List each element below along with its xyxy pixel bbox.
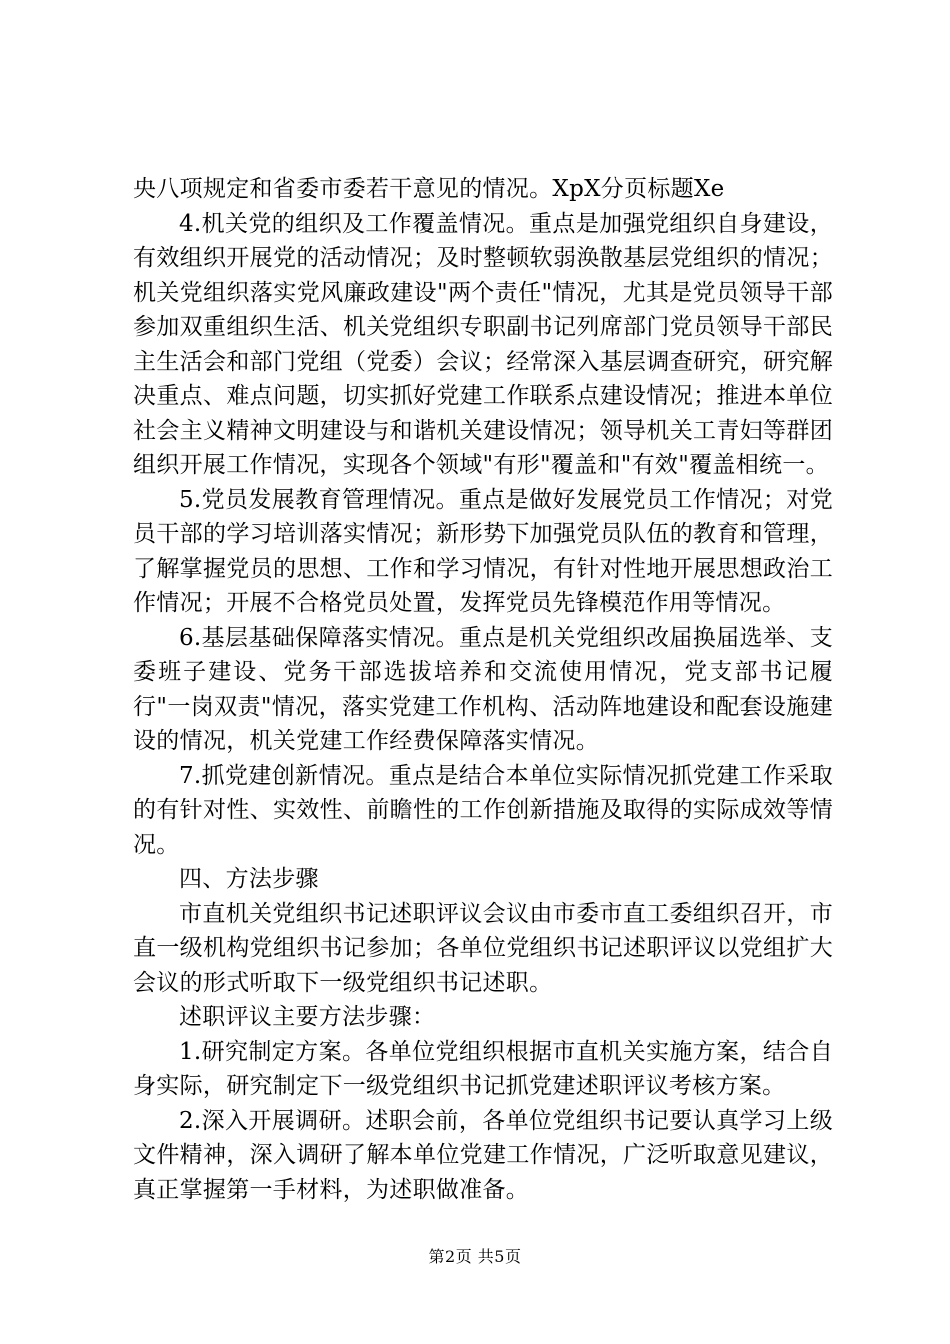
paragraph-item-6: 6.基层基础保障落实情况。重点是机关党组织改届换届选举、支委班子建设、党务干部选拔培养和交流使用情况，党支部书记履行"一岗双责"情况，落实党建工作机构、活动阵地建设和配套设施建设的情况，机关党建工作经费保障落实情况。 [133, 624, 833, 754]
paragraph-item-7: 7.抓党建创新情况。重点是结合本单位实际情况抓党建工作采取的有针对性、实效性、前瞻性的工作创新措施及取得的实际成效等情况。 [133, 762, 833, 858]
paragraph-steps-intro: 述职评议主要方法步骤： [179, 1004, 436, 1030]
paragraph-item-5: 5.党员发展教育管理情况。重点是做好发展党员工作情况；对党员干部的学习培训落实情况；新形势下加强党员队伍的教育和管理，了解掌握党员的思想、工作和学习情况，有针对性地开展思想政治工作情况；开展不合格党员处置，发挥党员先锋模范作用等情况。 [133, 486, 833, 616]
paragraph-item-4: 4.机关党的组织及工作覆盖情况。重点是加强党组织自身建设，有效组织开展党的活动情况；及时整顿软弱涣散基层党组织的情况；机关党组织落实党风廉政建设"两个责任"情况，尤其是党员领导干部参加双重组织生活、机关党组织专职副书记列席部门党员领导干部民主生活会和部门党组（党委）会议；经常深入基层调查研究，研究解决重点、难点问题，切实抓好党建工作联系点建设情况；推进本单位社会主义精神文明建设与和谐机关建设情况；领导机关工青妇等群团组织开展工作情况，实现各个领域"有形"覆盖和"有效"覆盖相统一。 [133, 210, 833, 478]
paragraph-continuation: 央八项规定和省委市委若干意见的情况。XpX分页标题Xe [133, 176, 725, 202]
section-heading-methods: 四、方法步骤 [179, 866, 319, 892]
document-body [133, 172, 833, 1207]
paragraph-step-1: 1.研究制定方案。各单位党组织根据市直机关实施方案，结合自身实际，研究制定下一级党组织书记抓党建述职评议考核方案。 [133, 1038, 833, 1099]
paragraph-step-2: 2.深入开展调研。述职会前，各单位党组织书记要认真学习上级文件精神，深入调研了解本单位党建工作情况，广泛听取意见建议，真正掌握第一手材料，为述职做准备。 [133, 1107, 833, 1203]
page-number-footer: 第2页 共5页 [428, 1247, 522, 1266]
paragraph-meeting-organization: 市直机关党组织书记述职评议会议由市委市直工委组织召开，市直一级机构党组织书记参加；各单位党组织书记述职评议以党组扩大会议的形式听取下一级党组织书记述职。 [133, 900, 833, 996]
